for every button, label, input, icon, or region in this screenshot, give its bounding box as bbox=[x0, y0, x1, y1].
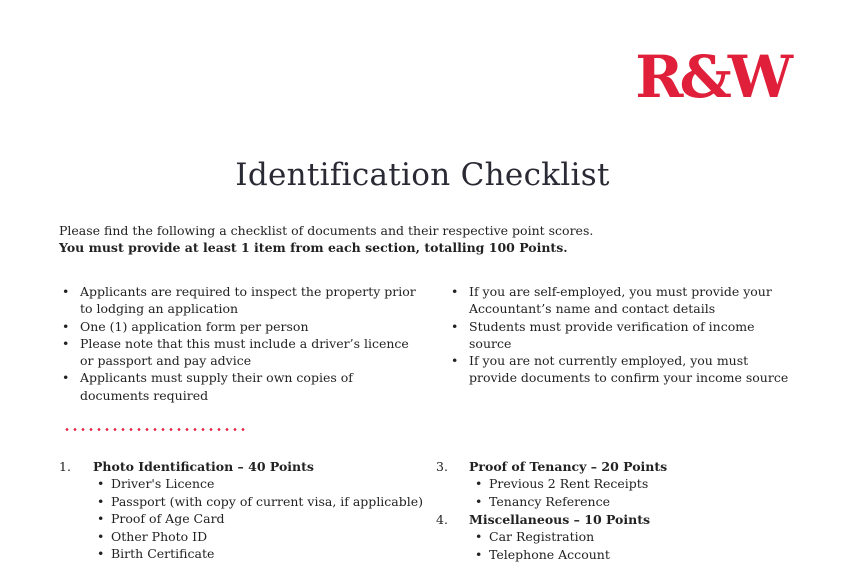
note-item: • One (1) application form per person bbox=[60, 318, 420, 335]
notes-left bbox=[60, 283, 420, 404]
section-items bbox=[475, 528, 610, 563]
list-item: • Driver's Licence bbox=[97, 475, 423, 492]
company-logo: R&W bbox=[635, 43, 789, 111]
note-item: • Applicants must supply their own copies of documents required bbox=[60, 369, 420, 404]
dotted-divider bbox=[63, 428, 247, 431]
intro-text bbox=[59, 222, 593, 256]
list-item: • Proof of Age Card bbox=[97, 510, 423, 527]
notes-right bbox=[449, 283, 794, 387]
section-heading: Miscellaneous – 10 Points bbox=[469, 512, 651, 527]
section-items bbox=[475, 475, 648, 510]
page-title: Identification Checklist bbox=[235, 157, 610, 193]
list-item: • Tenancy Reference bbox=[475, 493, 648, 510]
list-item: • Telephone Account bbox=[475, 546, 610, 563]
note-item: • If you are not currently employed, you must provide documents to confirm your income source bbox=[449, 352, 794, 387]
note-item: • Applicants are required to inspect the property prior to lodging an application bbox=[60, 283, 420, 318]
section-number: 3. bbox=[436, 459, 448, 474]
intro-line: Please find the following a checklist of documents and their respective point scores. bbox=[59, 223, 594, 238]
note-item: • Please note that this must include a driver’s licence or passport and pay advice bbox=[60, 335, 420, 370]
section-heading: Photo Identification – 40 Points bbox=[93, 459, 314, 474]
list-item: • Passport (with copy of current visa, if applicable) bbox=[97, 493, 423, 510]
list-item: • Other Photo ID bbox=[97, 528, 423, 545]
section-number: 1. bbox=[59, 459, 71, 474]
note-item: • If you are self-employed, you must provide your Accountant’s name and contact details bbox=[449, 283, 794, 318]
section-heading: Proof of Tenancy – 20 Points bbox=[469, 459, 668, 474]
intro-requirement: You must provide at least 1 item from each section, totalling 100 Points. bbox=[59, 240, 568, 255]
list-item: • Car Registration bbox=[475, 528, 610, 545]
section-number: 4. bbox=[436, 512, 448, 527]
section-items bbox=[97, 475, 423, 562]
note-item: • Students must provide verification of income source bbox=[449, 318, 794, 353]
list-item: • Birth Certificate bbox=[97, 545, 423, 562]
list-item: • Previous 2 Rent Receipts bbox=[475, 475, 648, 492]
